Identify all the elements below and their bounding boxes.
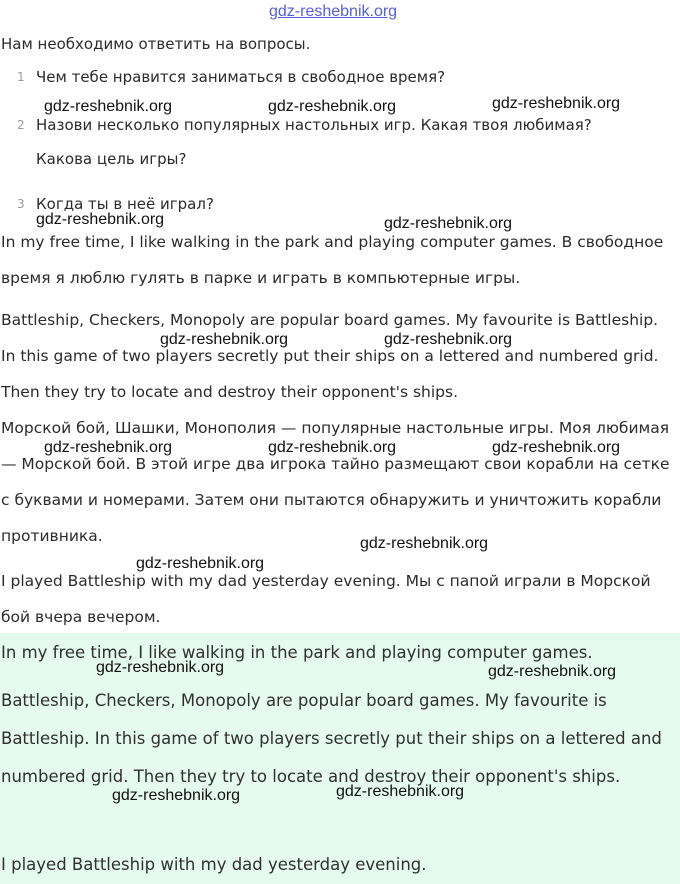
question-text-continued: Какова цель игры? <box>36 150 187 168</box>
watermark: gdz-reshebnik.org <box>268 98 397 115</box>
watermark: gdz-reshebnik.org <box>384 215 513 232</box>
intro-text: Нам необходимо ответить на вопросы. <box>1 35 311 53</box>
answer-paragraph: Морской бой, Шашки, Монополия — популярные настольные игры. Моя любимая — Морской бой. В этой игре два игрока тайно размещают свои корабли на сетке с буквами и номерами. Затем они пытаются обнаружить и уничтожить корабли противника. <box>1 419 670 545</box>
final-answer-paragraph: Battleship, Checkers, Monopoly are popular board games. My favourite is Battleship. In this game of two players secretly put their ships on a lettered and numbered grid. Then they try to locate and destroy their opponent's ships. <box>1 691 662 786</box>
watermark: gdz-reshebnik.org <box>492 439 621 456</box>
final-answer-paragraph: I played Battleship with my dad yesterday evening. <box>1 855 427 874</box>
watermark: gdz-reshebnik.org <box>136 555 265 572</box>
watermark: gdz-reshebnik.org <box>112 787 241 804</box>
watermark: gdz-reshebnik.org <box>44 439 173 456</box>
watermark: gdz-reshebnik.org <box>492 95 621 112</box>
watermark: gdz-reshebnik.org <box>488 663 617 680</box>
watermark: gdz-reshebnik.org <box>160 331 289 348</box>
final-answer-paragraph: In my free time, I like walking in the park and playing computer games. <box>1 643 593 662</box>
site-header <box>0 0 680 26</box>
answer-paragraph: I played Battleship with my dad yesterday evening. Мы с папой играли в Морской бой вчера вечером. <box>1 572 651 626</box>
question-number: 3 <box>17 197 25 211</box>
site-link[interactable]: gdz-reshebnik.org <box>269 3 398 20</box>
watermark: gdz-reshebnik.org <box>360 535 489 552</box>
watermark: gdz-reshebnik.org <box>268 439 397 456</box>
watermark: gdz-reshebnik.org <box>44 98 173 115</box>
question-text: Когда ты в неё играл? <box>36 195 214 213</box>
watermark: gdz-reshebnik.org <box>96 659 225 676</box>
watermark: gdz-reshebnik.org <box>336 783 465 800</box>
watermark: gdz-reshebnik.org <box>384 331 513 348</box>
question-text: Чем тебе нравится заниматься в свободное время? <box>36 68 446 86</box>
question-number: 2 <box>17 118 25 132</box>
question-number: 1 <box>17 70 25 84</box>
question-text: Назови несколько популярных настольных игр. Какая твоя любимая? <box>36 116 592 134</box>
answer-paragraph: Battleship, Checkers, Monopoly are popular board games. My favourite is Battleship. In this game of two players secretly put their ships on a lettered and numbered grid. Then they try to locate and destroy their opponent's ships. <box>1 311 659 401</box>
answer-paragraph: In my free time, I like walking in the park and playing computer games. В свободное время я люблю гулять в парке и играть в компьютерные игры. <box>1 233 664 287</box>
watermark: gdz-reshebnik.org <box>36 211 165 228</box>
